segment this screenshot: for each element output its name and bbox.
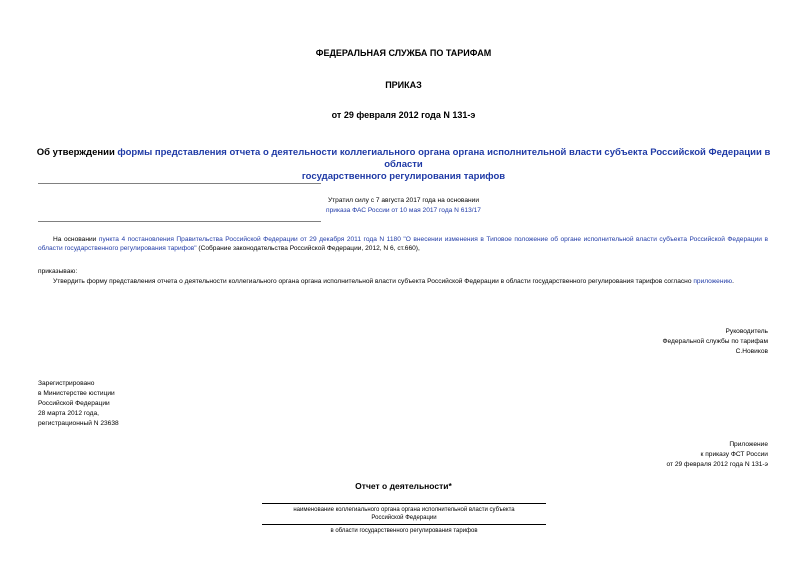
signature-line-1: Руководитель [725,328,768,335]
title-link-continued[interactable]: государственного регулирования тарифов [301,171,506,182]
appendix-line-2: к приказу ФСТ России [700,451,768,458]
basis-prefix: На основании [53,236,99,243]
signature-line-3: С.Новиков [735,348,768,355]
doc-title [30,147,777,183]
report-caption-1 [262,506,546,522]
report-caption-1-line-2: Российской Федерации [371,515,437,521]
basis-suffix: (Собрание законодательства Российской Федерации, 2012, N 6, ст.660), [196,245,420,252]
registration-line-1: Зарегистрировано [38,380,95,387]
signature-block [663,327,769,357]
report-caption-2: в области государственного регулирования тарифов [330,528,478,534]
order-end: . [732,278,734,285]
basis-link[interactable]: пункта 4 постановления Правительства Российской Федерации от 29 декабря 2011 года N 1180 "О внесении изменения в Типовое положение об органе исполнительной власти субъекта Российской Федерации в области государственного регулирования тарифов" [38,236,768,252]
title-link[interactable]: формы представления отчета о деятельности коллегиального органа органа исполнительной власти субъекта Российской Федерации в области [117,147,771,170]
registration-line-4: 28 марта 2012 года, [38,410,99,417]
report-underline-2 [262,524,546,525]
doc-date: от 29 февраля 2012 года N 131-э [331,110,476,120]
registration-line-2: в Министерстве юстиции [38,390,115,397]
report-title: Отчет о деятельности* [355,481,452,491]
order-paragraph [38,277,768,286]
registration-line-5: регистрационный N 23638 [38,420,119,427]
doc-type: ПРИКАЗ [385,80,422,90]
appendix-line-1: Приложение [729,441,768,448]
report-caption-1-line-1: наименование коллегиального органа органа исполнительной власти субъекта [293,507,515,513]
order-word: приказываю: [38,268,78,275]
appendix-link[interactable]: приложению [693,278,733,285]
status-link[interactable]: приказа ФАС России от 10 мая 2017 года N 613/17 [326,207,481,214]
report-underline-1 [262,503,546,504]
divider-status [38,221,321,222]
registration-line-3: Российской Федерации [38,400,110,407]
registration-block [38,379,119,429]
basis-paragraph [38,235,768,253]
status-line-1: Утратил силу с 7 августа 2017 года на основании [327,197,480,204]
order-text: Утвердить форму представления отчета о деятельности коллегиального органа органа исполнительной власти субъекта Российской Федерации в области государственного регулирования тарифов согласно [53,278,694,285]
divider-top [38,183,321,184]
appendix-block [666,440,768,470]
agency-name: ФЕДЕРАЛЬНАЯ СЛУЖБА ПО ТАРИФАМ [315,48,492,58]
title-prefix: Об утверждении [36,147,118,158]
signature-line-2: Федеральной службы по тарифам [662,338,768,345]
appendix-line-3: от 29 февраля 2012 года N 131-э [666,461,768,468]
